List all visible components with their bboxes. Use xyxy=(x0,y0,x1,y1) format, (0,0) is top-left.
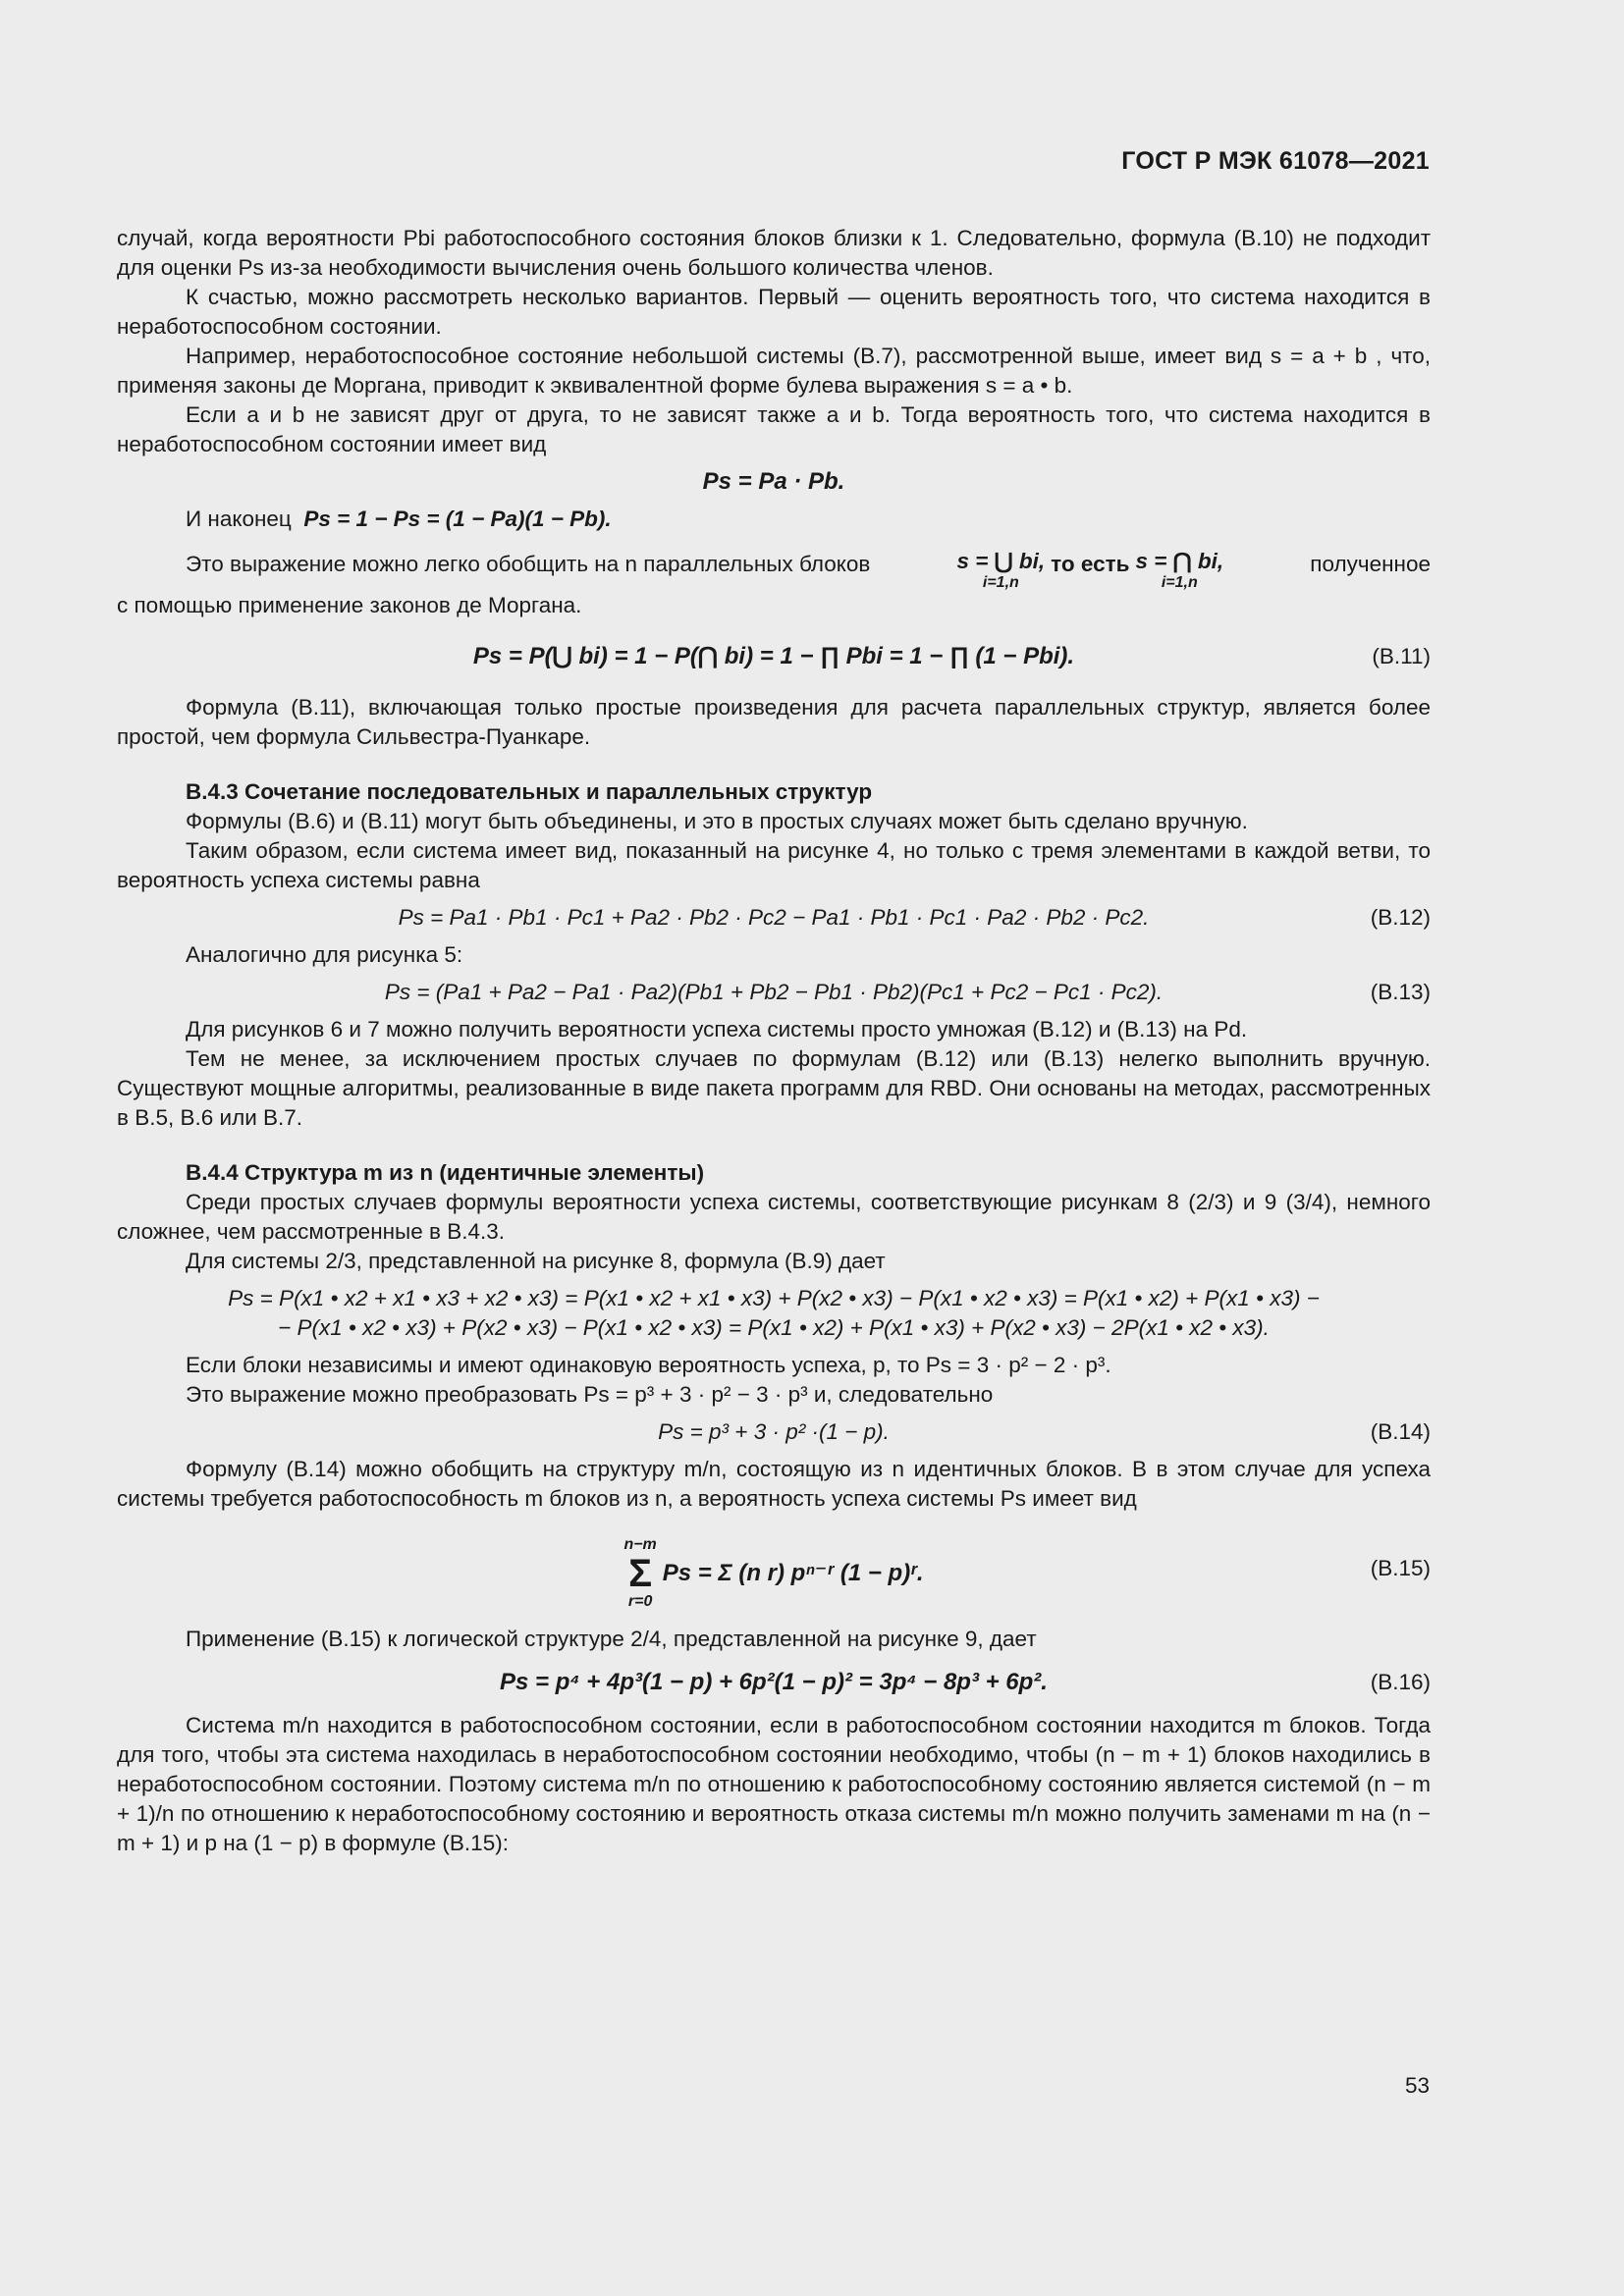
paragraph: с помощью применение законов де Моргана. xyxy=(117,593,582,618)
paragraph: Формула (B.11), включающая только простые произведения для расчета параллельных структур, является более простой, чем формула Сильвестра-Пуанкаре. xyxy=(117,695,1431,750)
paragraph: К счастью, можно рассмотреть несколько вариантов. Первый — оценить вероятность того, что система находится в неработоспособном состоянии. xyxy=(117,285,1431,339)
paragraph-finally: И наконец Ps = 1 − Ps = (1 − Pa)(1 − Pb). xyxy=(186,507,612,531)
paragraph: Если блоки независимы и имеют одинаковую вероятность успеха, p, то Ps = 3 · p² − 2 · p³. xyxy=(186,1353,1111,1378)
paragraph: Формулы (B.6) и (B.11) могут быть объединены, и это в простых случаях может быть сделано вручную. xyxy=(186,809,1248,834)
standard-header: ГОСТ Р МЭК 61078—2021 xyxy=(1121,147,1430,175)
formula-ps-final: Ps = 1 − Ps = (1 − Pa)(1 − Pb). xyxy=(303,507,612,531)
formula-b12: Ps = Pa1 · Pb1 · Pc1 + Pa2 · Pb2 · Pc2 − Pa1 · Pb1 · Pc1 · Pa2 · Pb2 · Pc2. (B.12) xyxy=(117,903,1431,933)
formula-union: s = ⋃ bi, i=1,n xyxy=(956,549,1046,591)
paragraph: Тем не менее, за исключением простых случаев по формулам (B.12) или (B.13) нелегко выполнить вручную. Существуют мощные алгоритмы, реализованные в виде пакета программ для RBD. Они основаны на методах, рассмотренных в B.5, B.6 или B.7. xyxy=(117,1046,1431,1131)
formula-intersection: s = ⋂ bi, i=1,n xyxy=(1135,549,1224,591)
formula-b13: Ps = (Pa1 + Pa2 − Pa1 · Pa2)(Pb1 + Pb2 − Pb1 · Pb2)(Pc1 + Pc2 − Pc1 · Pc2). (B.13) xyxy=(117,978,1431,1007)
paragraph: Таким образом, если система имеет вид, показанный на рисунке 4, но только с тремя элементами в каждой ветви, то вероятность успеха системы равна xyxy=(117,838,1431,893)
formula-b9-expansion: Ps = P(x1 • x2 + x1 • x3 + x2 • x3) = P(x1 • x2 + x1 • x3) + P(x2 • x3) − P(x1 • x2 • x3) = P(x1 • x2) + P(x1 • x3) − − P(x1 • x2 • x3) + P(x2 • x3) − P(x1 • x2 • x3) = P(x1 • x2) + P(x1 • x3) + P(x2 • x3) − 2P(x1 • x2 • x3). xyxy=(228,1286,1320,1341)
equation-number: (B.12) xyxy=(1370,905,1431,931)
paragraph-generalize: Это выражение можно легко обобщить на n параллельных блоков s = ⋃ bi, i=1,n то есть s = ⋂ bi, i=1,n полученное xyxy=(186,549,1431,591)
paragraph: случай, когда вероятности Pbi работоспособного состояния блоков близки к 1. Следовательно, формула (B.10) не подходит для оценки Ps из-за необходимости вычисления очень большого количества членов. xyxy=(117,226,1431,280)
page-body xyxy=(117,224,1431,1858)
paragraph: Среди простых случаев формулы вероятности успеха системы, соответствующие рисункам 8 (2/3) и 9 (3/4), немного сложнее, чем рассмотренные в B.4.3. xyxy=(117,1190,1431,1245)
formula-b15: n−m Σ r=0 Ps = Σ (n r) pⁿ⁻ʳ (1 − p)ʳ. (B.15) xyxy=(623,1536,1431,1610)
paragraph: Это выражение можно преобразовать Ps = p³ + 3 · p² − 3 · p³ и, следовательно xyxy=(186,1382,994,1408)
formula-b16: Ps = p⁴ + 4p³(1 − p) + 6p²(1 − p)² = 3p⁴ − 8p³ + 6p². (B.16) xyxy=(500,1668,1431,1695)
paragraph: Аналогично для рисунка 5: xyxy=(186,942,463,968)
sum-limits: n−m Σ r=0 xyxy=(623,1536,657,1610)
formula-ps-bar: Ps = Pa · Pb. xyxy=(702,468,845,495)
paragraph: Формулу (B.14) можно обобщить на структуру m/n, состоящую из n идентичных блоков. В в этом случае для успеха системы требуется работоспособность m блоков из n, а вероятность успеха системы Ps имеет вид xyxy=(117,1457,1431,1512)
page-number: 53 xyxy=(1404,2073,1430,2098)
section-heading: B.4.3 Сочетание последовательных и параллельных структур xyxy=(186,779,873,805)
equation-number: (B.16) xyxy=(1370,1669,1431,1694)
equation-number: (B.11) xyxy=(1372,644,1431,669)
section-heading: B.4.4 Структура m из n (идентичные элементы) xyxy=(186,1160,705,1186)
equation-number: (B.14) xyxy=(1370,1419,1431,1445)
paragraph: Например, неработоспособное состояние небольшой системы (B.7), рассмотренной выше, имеет вид s = a + b , что, применяя законы де Моргана, приводит к эквивалентной форме булева выражения s = a • b. xyxy=(117,344,1431,398)
paragraph: Применение (B.15) к логической структуре 2/4, представленной на рисунке 9, дает xyxy=(186,1626,1037,1651)
formula-b11: Ps = P(⋃ bi) = 1 − P(⋂ bi) = 1 − ∏ Pbi = 1 − ∏ (1 − Pbi). (B.11) xyxy=(472,643,1431,670)
equation-number: (B.13) xyxy=(1370,980,1431,1005)
paragraph: Для рисунков 6 и 7 можно получить вероятности успеха системы просто умножая (B.12) и (B.13) на Pd. xyxy=(186,1017,1248,1042)
paragraph: Система m/n находится в работоспособном состоянии, если в работоспособном состоянии находится m блоков. Тогда для того, чтобы эта система находилась в неработоспособном состоянии необходимо, чтобы (n − m + 1) блоков находились в неработоспособном состоянии. Поэтому система m/n по отношению к работоспособному состоянию является системой (n − m + 1)/n по отношению к неработоспособному состоянию и вероятность отказа системы m/n можно получить заменами m на (n − m + 1) и p на (1 − p) в формуле (B.15): xyxy=(117,1712,1431,1855)
equation-number: (B.15) xyxy=(1370,1556,1431,1581)
formula-b14: Ps = p³ + 3 · p² ·(1 − p). (B.14) xyxy=(117,1417,1431,1447)
paragraph: Для системы 2/3, представленной на рисунке 8, формула (B.9) дает xyxy=(186,1249,886,1274)
paragraph: Если a и b не зависят друг от друга, то не зависят также a и b. Тогда вероятность того, что система находится в неработоспособном состоянии имеет вид xyxy=(117,402,1431,456)
